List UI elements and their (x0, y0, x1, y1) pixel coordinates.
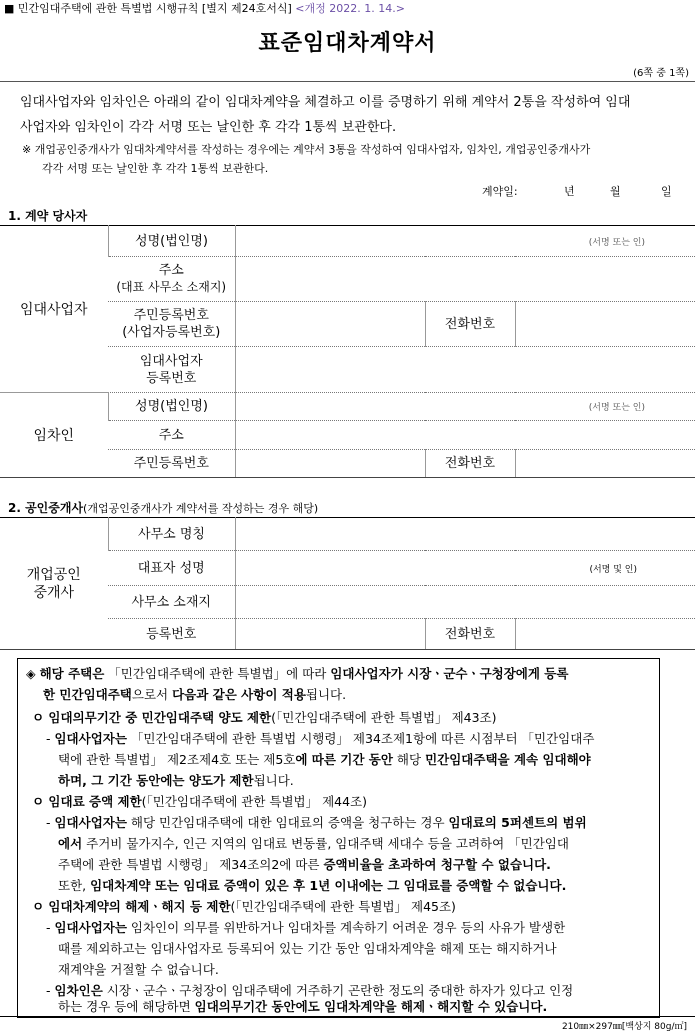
landlord-phone-label: 전화번호 (425, 302, 515, 347)
broker-phone-label: 전화번호 (425, 619, 515, 650)
broker-reg-field[interactable] (235, 619, 425, 650)
label-line: 주민등록번호 (108, 307, 235, 324)
office-address-label: 사무소 소재지 (108, 586, 235, 619)
broker-table (0, 517, 695, 650)
notice-line: - 임대사업자는 해당 민간임대주택에 대한 임대료의 증액을 청구하는 경우 임대료의 5퍼센트의 범위 (46, 813, 587, 831)
office-name-field[interactable] (235, 518, 695, 551)
landlord-group-label: 임대사업자 (0, 226, 108, 393)
contract-date-day[interactable]: 일 (661, 183, 672, 199)
label-line: 등록번호 (108, 370, 235, 387)
landlord-reg-label (108, 347, 235, 393)
section2-title (8, 499, 318, 516)
landlord-address-field[interactable] (235, 257, 695, 302)
notice-line: 주택에 관한 특별법 시행령」 제34조의2에 따른 증액비율을 초과하여 청구할 수 없습니다. (58, 855, 551, 873)
label-line: (대표 사무소 소재지) (108, 279, 235, 296)
intro-line: 사업자와 임차인이 각각 서명 또는 날인한 후 각각 1통씩 보관한다. (20, 115, 688, 140)
notice-line: 하며, 그 기간 동안에는 양도가 제한됩니다. (58, 771, 294, 789)
contract-date-year[interactable]: 년 (564, 183, 575, 199)
landlord-name-label: 성명(법인명) (108, 226, 235, 257)
landlord-address-label (108, 257, 235, 302)
broker-phone-field[interactable] (515, 619, 695, 650)
tenant-phone-label: 전화번호 (425, 450, 515, 478)
label-line: 개업공인 (0, 566, 108, 584)
form-header (4, 0, 405, 16)
section2-title-text: 2. 공인중개사 (8, 501, 83, 515)
notice-line: ㅇ 임대의무기간 중 민간임대주택 양도 제한(「민간임대주택에 관한 특별법」 제43조) (32, 708, 497, 726)
paper-spec: 210㎜×297㎜[백상지 80g/㎡] (562, 1019, 687, 1032)
notice-line: 하는 경우 등에 해당하면 임대의무기간 동안에도 임대차계약을 해제ㆍ해지할 수 있습니다. (58, 997, 547, 1015)
page-info: (6쪽 중 1쪽) (633, 64, 689, 79)
notice-line: 에서 주거비 물가지수, 인근 지역의 임대료 변동률, 임대주택 세대수 등을 고려하여 「민간임대 (58, 834, 569, 852)
tenant-name-label: 성명(법인명) (108, 393, 235, 421)
landlord-id-label (108, 302, 235, 347)
bottom-divider (0, 1016, 695, 1017)
sign-hint: (서명 및 인) (236, 562, 695, 575)
landlord-phone-field[interactable] (515, 302, 695, 347)
notice-line: - 임대사업자는 임차인이 의무를 위반하거나 임대차를 계속하기 어려운 경우 등의 사유가 발생한 (46, 918, 565, 936)
broker-reg-label: 등록번호 (108, 619, 235, 650)
tenant-group-label: 임차인 (0, 393, 108, 478)
intro-line: 임대사업자와 임차인은 아래의 같이 임대차계약을 체결하고 이를 증명하기 위해 계약서 2통을 작성하여 임대 (20, 90, 688, 115)
tenant-phone-field[interactable] (515, 450, 695, 478)
note-line: 각각 서명 또는 날인한 후 각각 1통씩 보관한다. (22, 159, 692, 178)
notice-line: - 임대사업자는 「민간임대주택에 관한 특별법 시행령」 제34조제1항에 따른 시점부터 「민간임대주 (46, 729, 594, 747)
notice-line: 재계약을 거절할 수 없습니다. (58, 960, 219, 978)
form-name: 민간임대주택에 관한 특별법 시행규칙 [별지 제24호서식] (18, 2, 292, 15)
page-title: 표준임대차계약서 (0, 26, 695, 57)
label-line: 중개사 (0, 584, 108, 602)
notice-line: 또한, 임대차계약 또는 임대료 증액이 있은 후 1년 이내에는 그 임대료를 증액할 수 없습니다. (58, 876, 566, 894)
contract-date-month[interactable]: 월 (610, 183, 621, 199)
intro-note (22, 140, 692, 178)
notice-line: 택에 관한 특별법」 제2조제4호 또는 제5호에 따른 기간 동안 해당 민간임대주택을 계속 임대해야 (58, 750, 591, 768)
label-line: (사업자등록번호) (108, 324, 235, 341)
sign-hint: (서명 또는 인) (236, 400, 695, 413)
tenant-id-label: 주민등록번호 (108, 450, 235, 478)
square-marker-icon: ■ (4, 2, 14, 15)
section1-title: 1. 계약 당사자 (8, 207, 87, 224)
intro-text (20, 90, 688, 140)
label-line: 주소 (108, 262, 235, 279)
notice-line: ㅇ 임대료 증액 제한(「민간임대주택에 관한 특별법」 제44조) (32, 792, 367, 810)
tenant-id-field[interactable] (235, 450, 425, 478)
notice-line: ◈ 해당 주택은 「민간임대주택에 관한 특별법」에 따라 임대사업자가 시장ㆍ군수ㆍ구청장에게 등록 (26, 664, 568, 682)
label-line: 임대사업자 (108, 353, 235, 370)
landlord-id-field[interactable] (235, 302, 425, 347)
rep-name-field[interactable] (235, 551, 695, 586)
parties-table (0, 225, 695, 478)
landlord-name-field[interactable] (235, 226, 695, 257)
note-line: ※ 개업공인중개사가 임대차계약서를 작성하는 경우에는 계약서 3통을 작성하여 임대사업자, 임차인, 개업공인중개사가 (22, 140, 692, 159)
divider (0, 81, 695, 82)
notice-line: ㅇ 임대차계약의 해제ㆍ해지 등 제한(「민간임대주택에 관한 특별법」 제45조) (32, 897, 456, 915)
notice-line: 때를 제외하고는 임대사업자로 등록되어 있는 기간 동안 임대차계약을 해제 또는 해지하거나 (58, 939, 557, 957)
contract-date-label: 계약일: (482, 183, 518, 199)
notice-line: - 임차인은 시장ㆍ군수ㆍ구청장이 임대주택에 거주하기 곤란한 정도의 중대한 하자가 있다고 인정 (46, 981, 573, 999)
office-address-field[interactable] (235, 586, 695, 619)
tenant-address-field[interactable] (235, 421, 695, 450)
notice-line: 한 민간임대주택으로서 다음과 같은 사항이 적용됩니다. (43, 685, 346, 703)
tenant-name-field[interactable] (235, 393, 695, 421)
tenant-address-label: 주소 (108, 421, 235, 450)
revision-link[interactable]: <개정 2022. 1. 14.> (295, 2, 405, 15)
broker-group-label (0, 518, 108, 650)
sign-hint: (서명 또는 인) (236, 235, 695, 248)
notice-box (17, 658, 660, 1018)
rep-name-label: 대표자 성명 (108, 551, 235, 586)
office-name-label: 사무소 명칭 (108, 518, 235, 551)
section2-subtitle: (개업공인중개사가 계약서를 작성하는 경우 해당) (83, 502, 318, 515)
landlord-reg-field[interactable] (235, 347, 695, 393)
